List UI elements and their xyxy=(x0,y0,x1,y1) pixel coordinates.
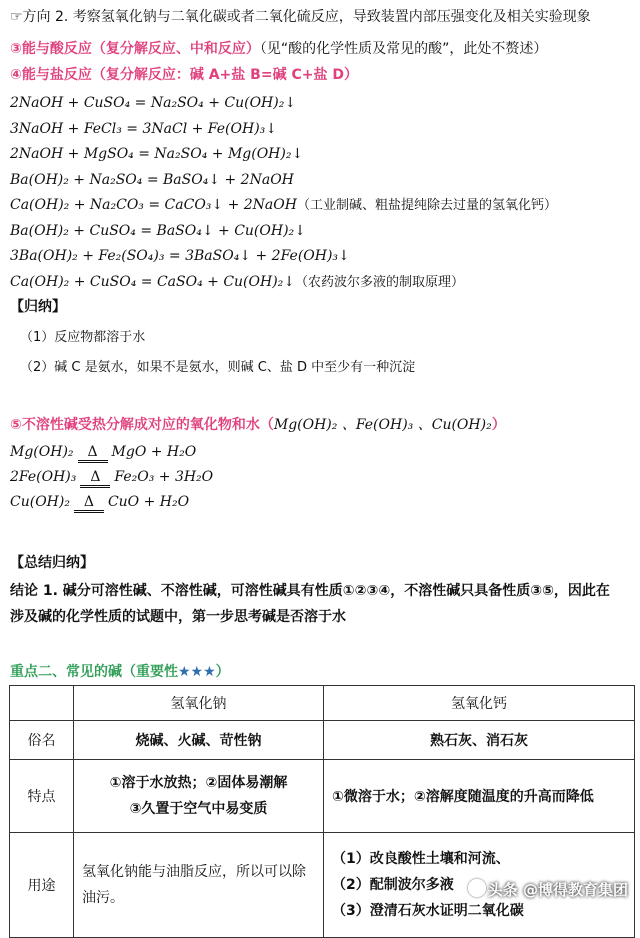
summary-label: 【归纳】 xyxy=(10,299,66,315)
caoh2-use-line: （1）改良酸性土壤和河流、 xyxy=(332,851,510,867)
equation-line xyxy=(10,220,306,239)
property-5-title: ⑤不溶性碱受热分解成对应的氧化物和水（ xyxy=(10,417,274,433)
products: MgO + H₂O xyxy=(111,444,197,460)
watermark xyxy=(468,879,628,900)
table-header-caoh2: 氢氧化钙 xyxy=(324,686,635,721)
naoh-feature-line: ①溶于水放热；②固体易潮解 xyxy=(109,775,288,791)
equation: Ca(OH)₂ + Na₂CO₃ = CaCO₃↓ + 2NaOH xyxy=(10,197,297,213)
table-header-naoh: 氢氧化钠 xyxy=(74,686,324,721)
naoh-features xyxy=(74,760,324,833)
toutiao-logo-icon xyxy=(468,879,486,897)
section-2-title xyxy=(10,661,230,681)
equation-line xyxy=(10,271,464,290)
reactant: Mg(OH)₂ xyxy=(10,444,74,460)
caoh2-use-line: （3）澄清石灰水证明二氧化碳 xyxy=(332,903,524,919)
property-3-title: ③能与酸反应（复分解反应、中和反应） xyxy=(10,41,260,57)
naoh-feature-line: ③久置于空气中易变质 xyxy=(129,801,268,817)
row-label-common-name: 俗名 xyxy=(10,721,74,760)
property-3 xyxy=(10,38,547,58)
section-2-title-text: 重点二、常见的碱（重要性 xyxy=(10,664,178,680)
heat-condition: Δ xyxy=(74,494,104,513)
property-5-formulas: Mg(OH)₂ 、Fe(OH)₃ 、Cu(OH)₂ xyxy=(273,417,492,433)
caoh2-features: ①微溶于水；②溶解度随温度的升高而降低 xyxy=(324,760,635,833)
summary-item-1: （1）反应物都溶于水 xyxy=(20,330,146,345)
direction-header: ☞方向 2. 考察氢氧化钠与二氧化碳或者二氧化硫反应，导致装置内部压强变化及相关实验现象 xyxy=(10,9,591,25)
conclusion-label: 【总结归纳】 xyxy=(10,555,94,571)
table-header-row xyxy=(10,686,635,721)
table-header-empty xyxy=(10,686,74,721)
heat-condition: Δ xyxy=(78,444,108,463)
watermark-text: 头条 @博得教育集团 xyxy=(487,881,628,899)
equation-line xyxy=(10,143,303,162)
conclusion-line-2: 涉及碱的化学性质的试题中，第一步思考碱是否溶于水 xyxy=(10,609,346,625)
equation: 2NaOH + CuSO₄ = Na₂SO₄ + Cu(OH)₂↓ xyxy=(10,95,297,111)
naoh-common-name: 烧碱、火碱、苛性钠 xyxy=(74,721,324,760)
table-row xyxy=(10,721,635,760)
equation-line xyxy=(10,118,277,137)
property-4-title: ④能与盐反应（复分解反应：碱 A+盐 B=碱 C+盐 D） xyxy=(10,67,358,83)
decomposition-line xyxy=(10,444,196,463)
caoh2-use-line: （2）配制波尔多液 xyxy=(332,877,454,893)
property-5-close: ） xyxy=(491,417,506,433)
table-row xyxy=(10,760,635,833)
equation: Ca(OH)₂ + CuSO₄ = CaSO₄ + Cu(OH)₂↓ xyxy=(10,273,296,290)
common-bases-table xyxy=(9,685,635,938)
equation-line xyxy=(10,245,350,264)
row-label-features: 特点 xyxy=(10,760,74,833)
products: CuO + H₂O xyxy=(107,494,190,510)
equation-note: （工业制碱、粗盐提纯除去过量的氢氧化钙） xyxy=(296,198,557,213)
equation-line xyxy=(10,169,294,188)
property-3-note: （见“酸的化学性质及常见的酸”，此处不赘述） xyxy=(259,41,548,57)
reactant: 2Fe(OH)₃ xyxy=(10,469,77,485)
equation: 3NaOH + FeCl₃ = 3NaCl + Fe(OH)₃↓ xyxy=(10,120,277,137)
section-2-title-close: ） xyxy=(215,664,230,680)
equation: Ba(OH)₂ + CuSO₄ = BaSO₄↓ + Cu(OH)₂↓ xyxy=(10,222,306,239)
caoh2-common-name: 熟石灰、消石灰 xyxy=(324,721,635,760)
decomposition-line xyxy=(10,494,189,513)
products: Fe₂O₃ + 3H₂O xyxy=(114,469,214,485)
equation-line xyxy=(10,194,557,213)
equation: 2NaOH + MgSO₄ = Na₂SO₄ + Mg(OH)₂↓ xyxy=(10,146,304,162)
property-5 xyxy=(10,414,506,434)
row-label-uses: 用途 xyxy=(10,833,74,938)
importance-stars: ★★★ xyxy=(178,664,216,680)
reactant: Cu(OH)₂ xyxy=(10,494,70,510)
decomposition-line xyxy=(10,469,213,488)
equation: 3Ba(OH)₂ + Fe₂(SO₄)₃ = 3BaSO₄↓ + 2Fe(OH)₃↓ xyxy=(10,248,350,264)
naoh-use-line: 油污。 xyxy=(82,890,124,906)
equation-line xyxy=(10,92,296,111)
heat-condition: Δ xyxy=(80,469,110,488)
naoh-use-line: 氢氧化钠能与油脂反应，所以可以除 xyxy=(82,864,306,880)
conclusion-line-1: 结论 1. 碱分可溶性碱、不溶性碱，可溶性碱具有性质①②③④，不溶性碱只具备性质③⑤，因此在 xyxy=(10,583,610,599)
equation: Ba(OH)₂ + Na₂SO₄ = BaSO₄↓ + 2NaOH xyxy=(10,171,294,188)
equation-note: （农药波尔多液的制取原理） xyxy=(295,274,465,290)
summary-item-2: （2）碱 C 是氨水，如果不是氨水，则碱 C、盐 D 中至少有一种沉淀 xyxy=(20,360,416,375)
naoh-uses xyxy=(74,833,324,938)
